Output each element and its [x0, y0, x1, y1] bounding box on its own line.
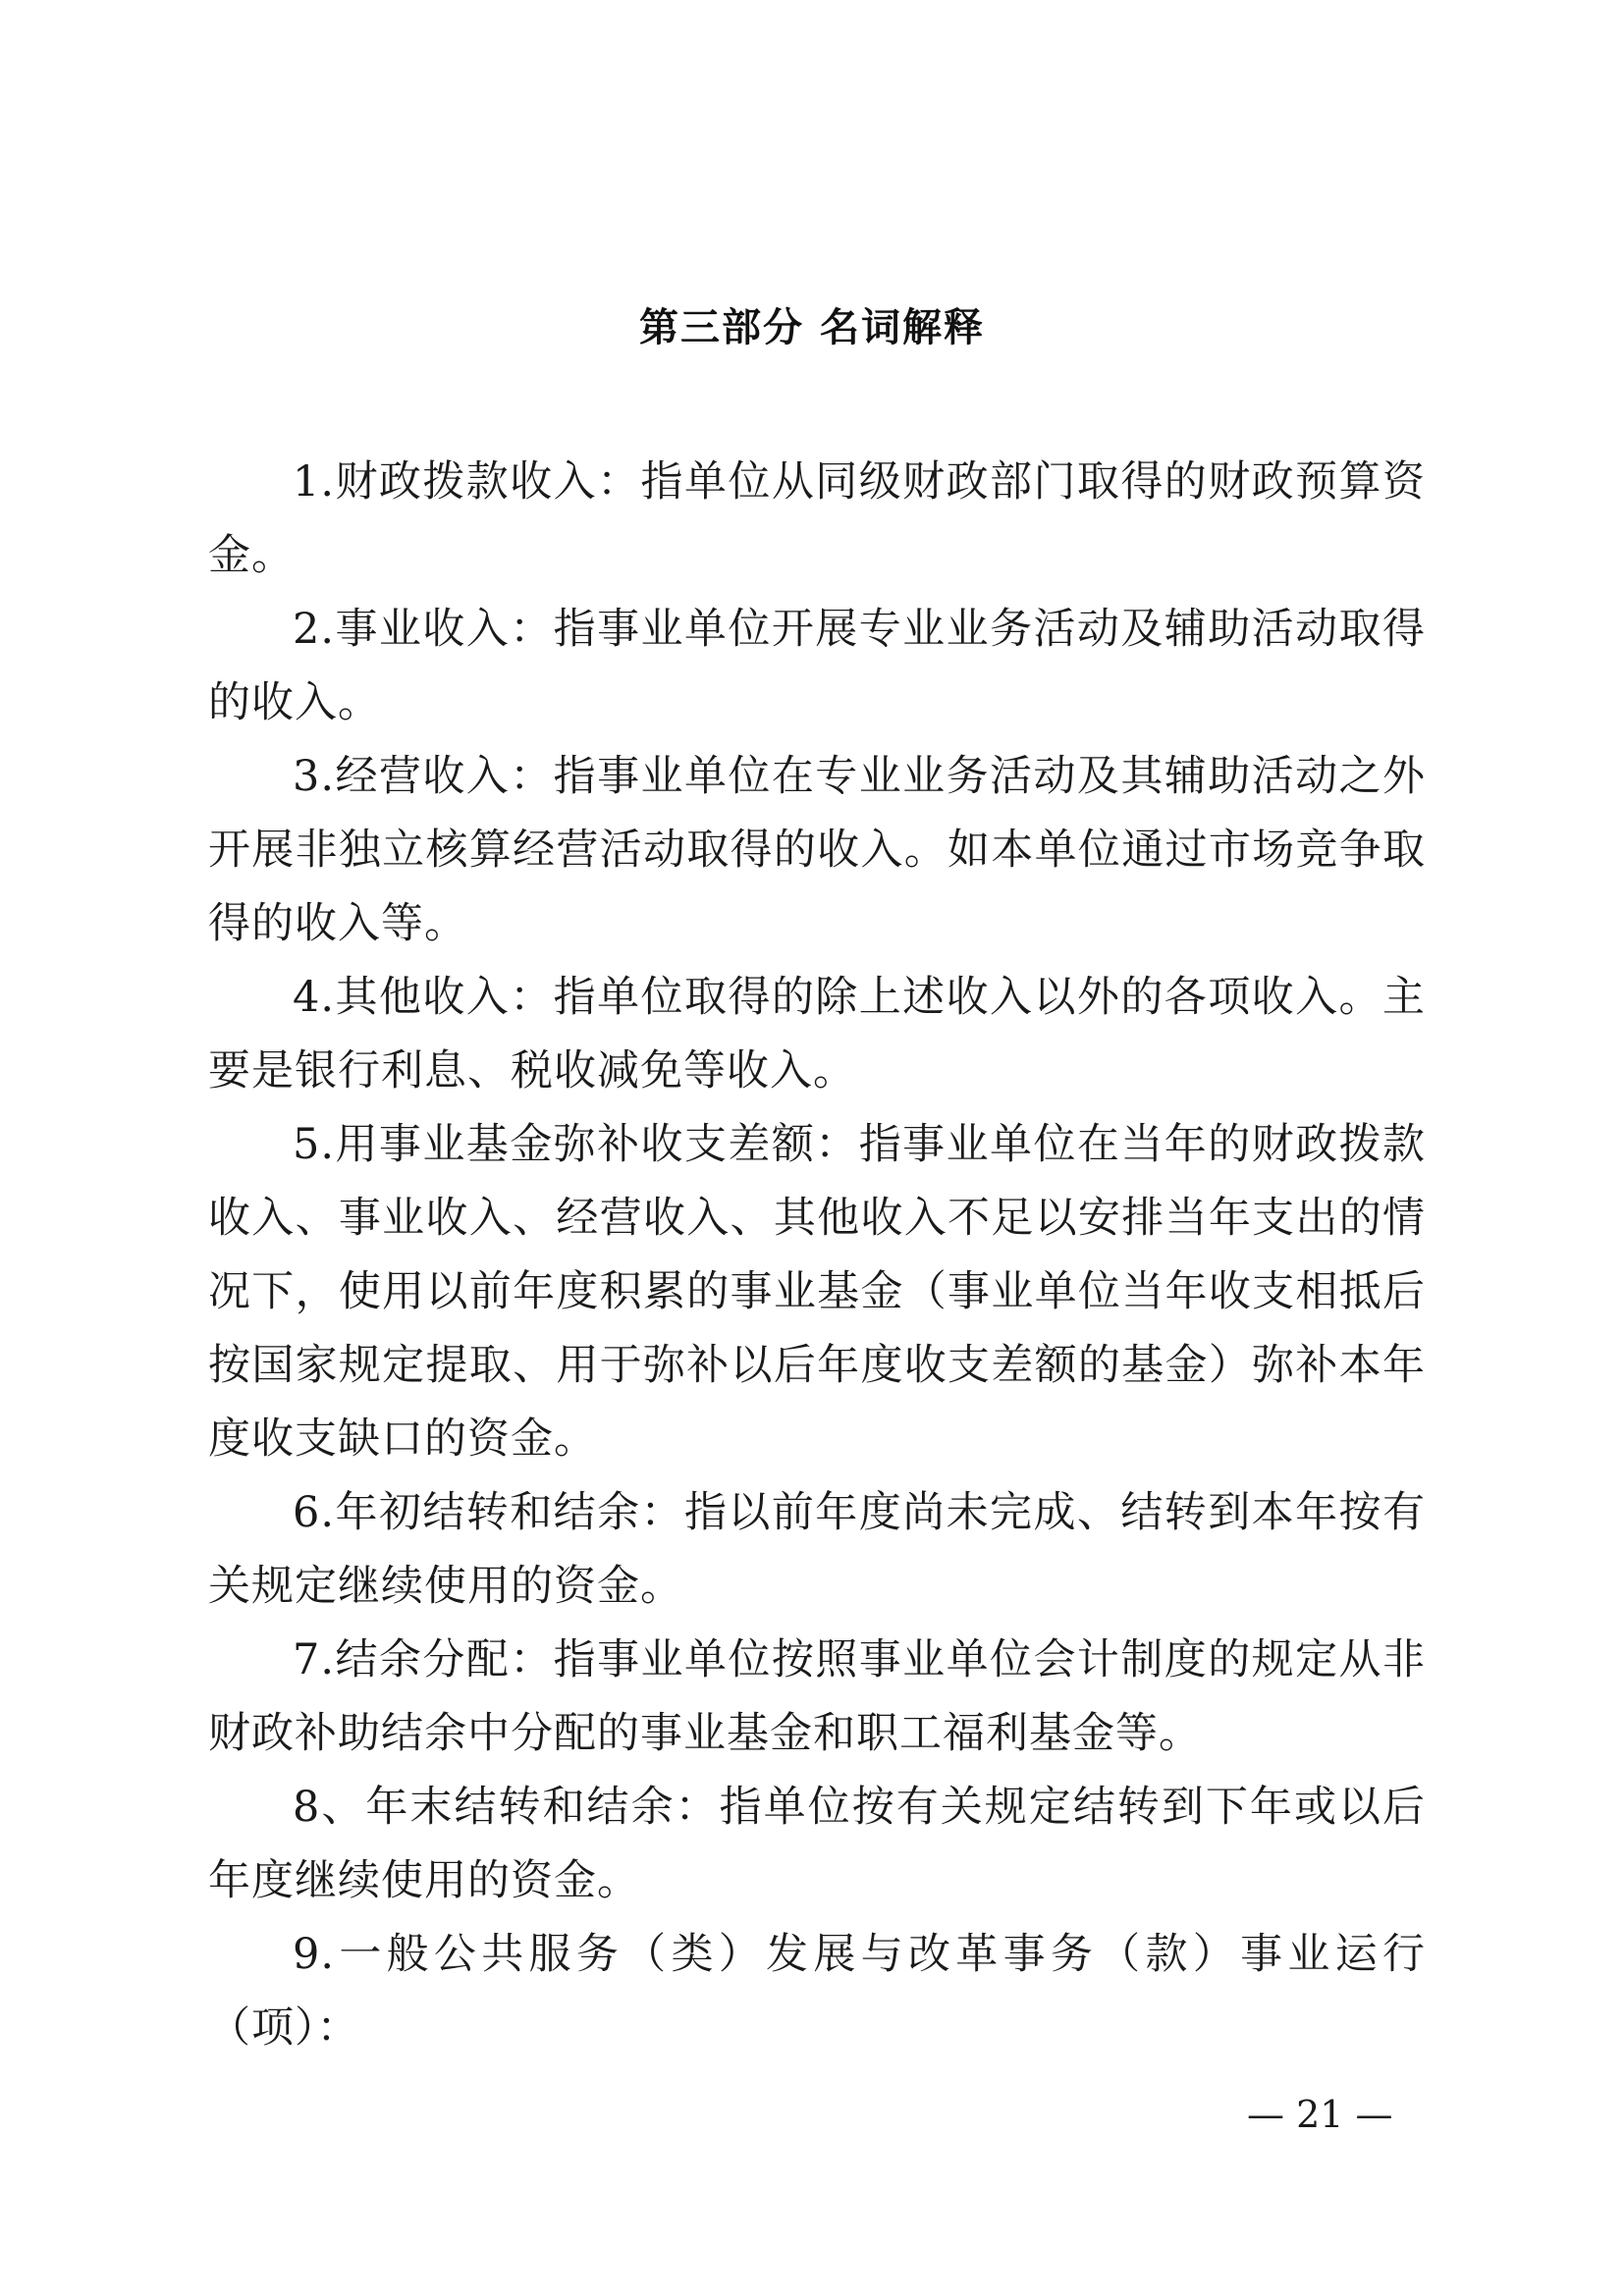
- body-text: [208, 446, 1426, 2065]
- paragraph-1: 1.财政拨款收入：指单位从同级财政部门取得的财政预算资金。: [208, 457, 1426, 580]
- paragraph-5: 5.用事业基金弥补收支差额：指事业单位在当年的财政拨款收入、事业收入、经营收入、其他收入不足以安排当年支出的情况下，使用以前年度积累的事业基金（事业单位当年收支相抵后按国家规定提取、用于弥补以后年度收支差额的基金）弥补本年度收支缺口的资金。: [208, 1120, 1426, 1464]
- paragraph-6: 6.年初结转和结余：指以前年度尚未完成、结转到本年按有关规定继续使用的资金。: [208, 1488, 1426, 1611]
- paragraph-7: 7.结余分配：指事业单位按照事业单位会计制度的规定从非财政补助结余中分配的事业基金和职工福利基金等。: [208, 1635, 1426, 1758]
- paragraph-4: 4.其他收入：指单位取得的除上述收入以外的各项收入。主要是银行利息、税收减免等收入。: [208, 973, 1426, 1095]
- paragraph-2: 2.事业收入：指事业单位开展专业业务活动及辅助活动取得的收入。: [208, 605, 1426, 727]
- paragraph-9: 9.一般公共服务（类）发展与改革事务（款）事业运行（项）：: [208, 1930, 1426, 2053]
- paragraph-8: 8、年末结转和结余：指单位按有关规定结转到下年或以后年度继续使用的资金。: [208, 1783, 1426, 1905]
- paragraph-3: 3.经营收入：指事业单位在专业业务活动及其辅助活动之外开展非独立核算经营活动取得的收入。如本单位通过市场竞争取得的收入等。: [208, 752, 1426, 948]
- page-number: — 21 —: [1247, 2093, 1393, 2136]
- page-title: 第三部分 名词解释: [639, 305, 985, 350]
